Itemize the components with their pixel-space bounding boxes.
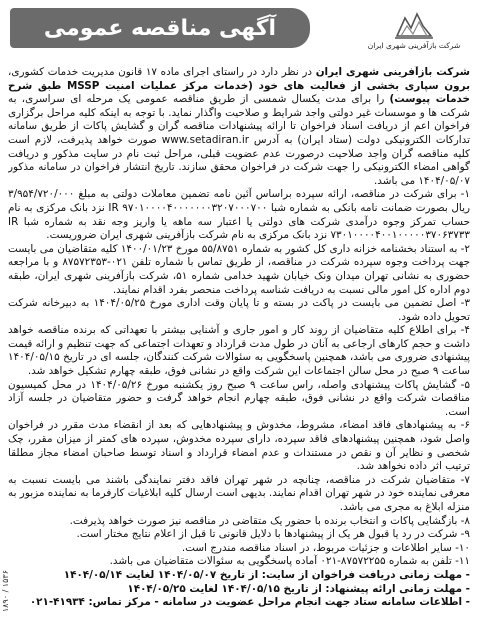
header xyxy=(8,6,475,50)
clause-8: ۸- بازگشایی پاکات و انتخاب برنده با حضور یک متقاضی در مناقصه نیز صورت خواهد پذیرفت. xyxy=(69,514,470,527)
logo-emblem-icon xyxy=(393,8,435,42)
intro-paragraph xyxy=(8,66,470,188)
intro-text-2: را برای مدت یکسال شمسی از طریق مناقصه عمومی یک مرحله ای سراسری، به شرکت ها و موسسات غیر دولتی واجد شرایط و صلاحیت واگذار نماید. با توجه به اینکه کلیه مراحل برگزاری فراخوان اعم از دریافت اسناد فراخوان تا ارائه پیشنهادات مناقصه گران و گشایش پاکات از طریق سامانه تدارکات الکترونیکی دولت (ستاد ایران) به آدرس www.setadiran.ir صورت خواهد پذیرفت، لازم است کلیه مناقصه گران واجد صلاحیت درصورت عدم عضویت قبلی، مراحل ثبت نام در سایت مذکور و دریافت گواهی امضاء الکترونیکی را جهت شرکت در فراخوان محقق سازند. تاریخ انتشار فراخوان در سامانه مذکور ۱۴۰۴/۰۵/۰۷ می باشد. xyxy=(8,93,470,187)
setad-contact-info: - اطلاعات سامانه ستاد جهت انجام مراحل عضویت در سامانه - مرکز تماس: ۴۱۹۳۴-۰۲۱ xyxy=(29,596,470,609)
intro-text-1: در نظر دارد در راستای اجرای ماده ۱۷ قانون مدیریت خدمات کشوری، xyxy=(8,66,316,78)
side-code: ۱۵۳۶ / ۱۸۹۰ xyxy=(1,569,10,612)
clause-10: ۱۰- سایر اطلاعات و جزئیات مربوط، در اسناد مناقصه مندرج است. xyxy=(181,541,470,554)
intro-subject: برون سپاری بخشی از فعالیت های خود (خدمات مرکز عملیات امنیت MSSP طبق شرح خدمات پیوست) xyxy=(8,79,470,106)
company-logo xyxy=(359,8,469,68)
deadline-submission: - مهلت زمانی ارائه پیشنهاد: از تاریخ ۱۴۰۴/۰۵/۱۵ لغایت ۱۴۰۴/۰۵/۲۵ xyxy=(127,582,470,595)
logo-caption: شرکت بازآفرینی شهری ایران xyxy=(367,41,461,50)
body-text xyxy=(8,66,470,622)
clause-11: ۱۱- تلفن به شماره ۸۷۵۷۲۲۵۵-۰۲۱ آماده پاسخگویی به سئوالات متقاضیان می باشد. xyxy=(109,555,470,568)
clause-7: ۷- متقاضیان شرکت در مناقصه، چنانچه در شهر تهران فاقد دفتر نمایندگی باشند می بایست نسبت به معرفی نماینده خود در شهر تهران اقدام نمایند. بدیهی است ارسال کلیه ابلاغیات کارفرما به نماینده مزبور به منزله ابلاغ به مجری می باشد. xyxy=(8,473,470,513)
deadline-download: - مهلت زمانی دریافت فراخوان از سایت: از تاریخ ۱۴۰۴/۰۵/۰۷ لغایت ۱۴۰۴/۰۵/۱۴ xyxy=(63,568,470,581)
clause-5: ۵- گشایش پاکات پیشنهادی واصله، راس ساعت ۹ صبح روز یکشنبه مورخ ۱۴۰۴/۰۵/۲۶ در محل کمیسیون مناقصات شرکت واقع در نشانی فوق، طبقه چهارم انجام خواهد گرفت و حضور متقاضیان در جلسه آزاد است. xyxy=(8,378,470,418)
clause-1: ۱- برای شرکت در مناقصه، ارائه سپرده براساس آئین نامه تضمین معاملات دولتی به مبلغ ۳/۹۵۴/۷۲۰/۰۰۰ ریال بصورت ضمانت نامه بانکی به شماره شبا IR ۹۷۰۱۰۰۰۰۴۰۰۰۰۰۰۰۳۲۰۷۰۰۰۷۰۰ نزد بانک مرکزی به نام حساب تمرکز وجوه درآمدی شرکت های دولتی یا اعتبار سه ماهه یا واریز وجه نقد به شماره شبا IR ۷۳۰۱۰۰۰۰۴۰۰۱۰۰۰۰۰۳۷۰۶۳۷۳۳ نزد بانک مرکزی به نام شرکت بازآفرینی شهری ایران ضروریست. xyxy=(8,188,470,242)
intro-company: شرکت بازآفرینی شهری ایران xyxy=(315,66,470,78)
clause-2: ۲- به استناد بخشنامه خزانه داری کل کشور به شماره ۵۵/۸۷۵۱ مورخ ۱۴۰۰/۰۱/۲۳ کلیه متقاضیان می بایست جهت پرداخت وجوه سپرده شرکت در مناقصه، از طریق تماس با شماره تلفن ۰۲۱-۸۷۵۷۲۳۵۳ و با مراجعه حضوری به نشانی تهران میدان ونک خیابان شهید خدامی شماره ۵۱، شرکت بازآفرینی شهری ایران، طبقه دوم اداره کل امور مالی نسبت به دریافت شناسه پرداخت منحصر بفرد اقدام نمایند. xyxy=(8,242,470,296)
page-title: آگهی مناقصه عمومی xyxy=(43,15,277,41)
title-banner xyxy=(10,8,310,48)
clause-9: ۹- شرکت در رد یا قبول هر یک از پیشنهادها با دلایل قانونی تا قبل از اعلام نتایج مختار است. xyxy=(76,528,470,541)
clause-6: ۶- به پیشنهادهای فاقد امضاء، مشروط، مخدوش و پیشنهادهایی که بعد از انقضاء مدت مقرر در فراخوان واصل شود، همچنین پیشنهادهای فاقد سپرده، دارای سپرده مخدوش، سپرده های کمتر از میزان مقرر، چک شخصی و نظایر آن و نقص در مستندات و عدم امضاء قرارداد و اسناد توسط صاحبان امضاء مجاز مطلقا ترتیب اثر داده نخواهد شد. xyxy=(8,419,470,473)
clause-4: ۴- برای اطلاع کلیه متقاضیان از روند کار و امور جاری و آشنایی بیشتر با تعهداتی که برنده مناقصه خواهد داشت و حجم کارهای ارجاعی به آنان در طول مدت قرارداد و تعهدات اجتماعی که جهت تنظیم و ارائه قیمت پیشنهادی ضروری می باشد، همچنین پاسخگویی به سئوالات شرکت کنندگان، جلسه ای در تاریخ ۱۴۰۴/۰۵/۱۵ ساعت ۹ صبح در محل سالن اجتماعات این شرکت واقع در نشانی فوق، طبقه چهارم تشکیل خواهد شد. xyxy=(8,324,470,378)
clause-3: ۳- اصل تضمین می بایست در پاکت در بسته و تا پایان وقت اداری مورخ ۱۴۰۴/۰۵/۲۵ به دبیرخانه شرکت تحویل داده شود. xyxy=(8,297,470,323)
